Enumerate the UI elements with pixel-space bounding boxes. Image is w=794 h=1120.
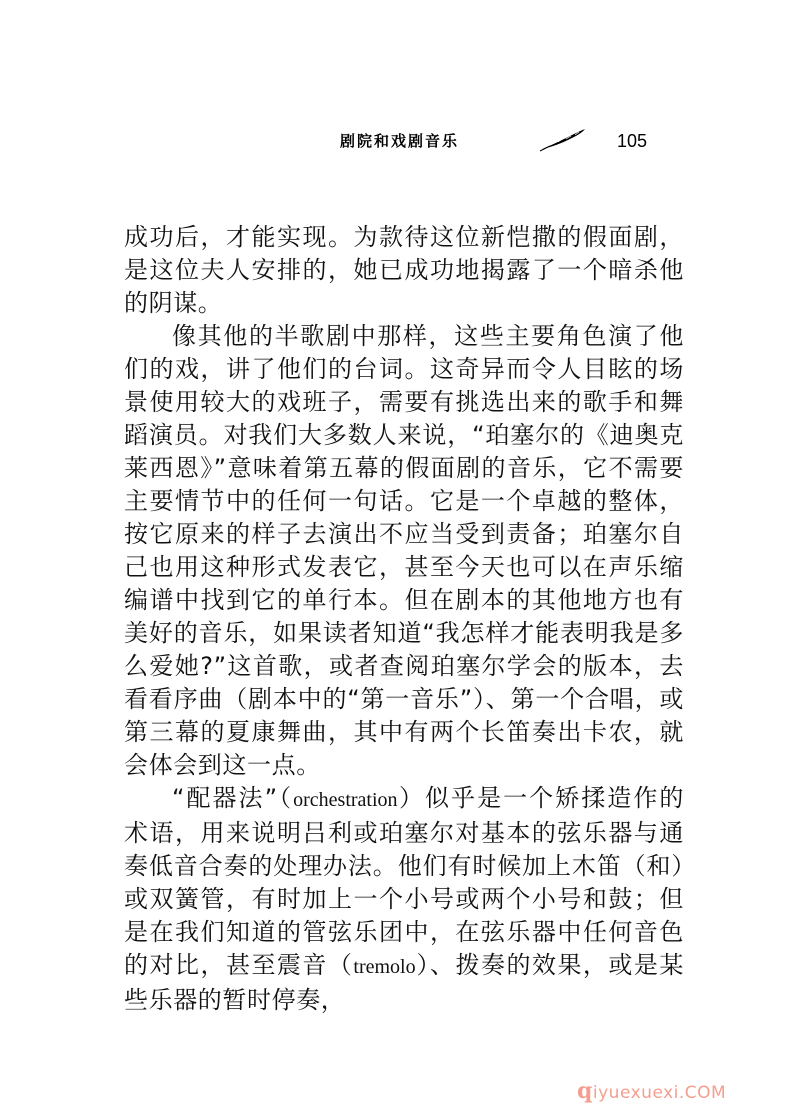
paragraph-3-part-1: “配器法”（	[172, 784, 294, 812]
running-header	[340, 131, 660, 159]
paragraph-3-part-3: ）、拨奏的效果，或是某些乐器的暂时停奏，	[124, 951, 684, 1014]
paragraph-1: 成功后，才能实现。为款待这位新恺撒的假面剧，是这位夫人安排的，她已成功地揭露了一个暗杀他的阴谋。	[124, 223, 684, 317]
body-text	[124, 221, 684, 1017]
term-tremolo: tremolo	[353, 956, 416, 978]
chapter-title: 剧院和戏剧音乐	[340, 132, 460, 150]
paragraph-3	[124, 782, 684, 1017]
watermark	[577, 1078, 726, 1104]
paragraph-2: 像其他的半歌剧中那样，这些主要角色演了他们的戏，讲了他们的台词。这奇异而令人目眩的场景使用较大的戏班子，需要有挑选出来的歌手和舞蹈演员。对我们大多数人来说，“珀塞尔的《迪奥克莱西恩》”意味着第五幕的假面剧的音乐，它不需要主要情节中的任何一句话。它是一个卓越的整体，按它原来的样子去演出不应当受到责备；珀塞尔自己也用这种形式发表它，甚至今天也可以在声乐缩编谱中找到它的单行本。但在剧本的其他地方也有美好的音乐，如果读者知道“我怎样才能表明我是多么爱她?”这首歌，或者查阅珀塞尔学会的版本，去看看序曲（剧本中的“第一音乐”）、第一个合唱，或第三幕的夏康舞曲，其中有两个长笛奏出卡农，就会体会到这一点。	[124, 322, 684, 779]
paragraph-3-part-2: ）似乎是一个矫揉造作的术语，用来说明吕利或珀塞尔对基本的弦乐器与通奏低音合奏的处理办法。他们有时候加上木笛（和）或双簧管，有时加上一个小号或两个小号和鼓；但是在我们知道的管弦乐团中，在弦乐器中任何音色的对比，甚至震音（	[124, 784, 684, 979]
page-number: 105	[617, 131, 648, 151]
watermark-logo-q: q	[577, 1078, 593, 1104]
watermark-text: iyuexuexi.COM	[592, 1083, 727, 1103]
term-orchestration: orchestration	[293, 789, 398, 811]
feather-icon	[538, 127, 588, 153]
